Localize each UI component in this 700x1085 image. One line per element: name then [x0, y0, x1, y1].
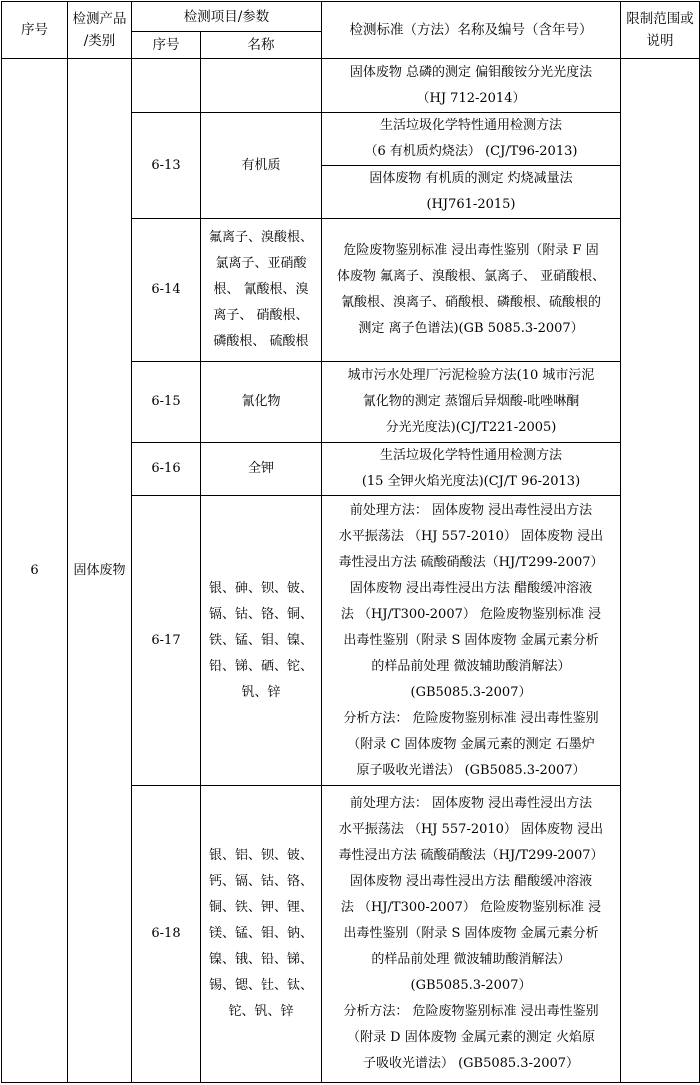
row-name — [201, 59, 322, 113]
header-limit-line1: 限制范围或 — [626, 11, 694, 28]
header-sub-name: 名称 — [201, 32, 322, 59]
header-product — [68, 2, 132, 59]
row-sub-seq — [132, 59, 201, 113]
row-sub-seq: 6-13 — [132, 113, 201, 219]
header-seq: 序号 — [2, 2, 68, 59]
row-sub-seq: 6-15 — [132, 361, 201, 442]
row-name: 有机质 — [201, 113, 322, 219]
row-name: 全钾 — [201, 442, 322, 495]
row-standard: 危险废物鉴别标准 浸出毒性鉴别（附录 F 固 体废物 氟离子、溴酸根、氯离子、 亚硝酸根、 氰酸根、溴离子、硝酸根、磷酸根、硫酸根的 测定 离子色谱法)(GB 5085.3-2007） — [322, 219, 621, 361]
row-name: 氰化物 — [201, 361, 322, 442]
header-sub-seq: 序号 — [132, 32, 201, 59]
header-limit-line2: 说明 — [646, 33, 674, 50]
row-standard: 固体废物 有机质的测定 灼烧减量法 (HJ761-2015) — [322, 166, 621, 219]
row-limit — [621, 59, 700, 1083]
row-standard: 固体废物 总磷的测定 偏钼酸铵分光光度法 （HJ 712-2014） — [322, 59, 621, 113]
row-sub-seq: 6-18 — [132, 786, 201, 1083]
group-product: 固体废物 — [68, 59, 132, 1083]
row-name: 氟离子、溴酸根、 氯离子、亚硝酸 根、 氰酸根、溴 离子、 硝酸根、 磷酸根、 硫酸根 — [201, 219, 322, 361]
header-product-line1: 检测产品 — [72, 11, 127, 28]
row-standard: 前处理方法： 固体废物 浸出毒性浸出方法 水平振荡法 （HJ 557-2010） 固体废物 浸出 毒性浸出方法 硫酸硝酸法（HJ/T299-2007） 固体废物 浸出毒性浸出方法 醋酸缓冲溶液 法 （HJ/T300-2007） 危险废物鉴别标准 浸 出毒性鉴别（附录 S 固体废物 金属元素分析 的样品前处理 微波辅助酸消解法） (GB5085.3-2007） 分析方法： 危险废物鉴别标准 浸出毒性鉴别 （附录 D 固体废物 金属元素的测定 火焰原 子吸收光谱法） (GB5085.3-2007） — [322, 786, 621, 1083]
header-product-line2: /类别 — [83, 33, 116, 50]
row-sub-seq: 6-14 — [132, 219, 201, 361]
header-standard: 检测标准（方法）名称及编号（含年号） — [322, 2, 621, 59]
row-standard: 城市污水处理厂污泥检验方法(10 城市污泥 氰化物的测定 蒸馏后异烟酸-吡唑啉酮 分光光度法)(CJ/T221-2005) — [322, 361, 621, 442]
row-standard: 生活垃圾化学特性通用检测方法 (15 全钾火焰光度法)(CJ/T 96-2013) — [322, 442, 621, 495]
header-item-params: 检测项目/参数 — [132, 2, 322, 32]
row-name: 银、铝、钡、铍、 钙、镉、钴、铬、 铜、铁、钾、锂、 镁、锰、钼、钠、 镍、锇、铅、锑、 锡、锶、钍、钛、 铊、钒、锌 — [201, 786, 322, 1083]
header-limit — [621, 2, 700, 59]
inspection-scope-table — [1, 1, 700, 1083]
row-standard: 生活垃圾化学特性通用检测方法 （6 有机质灼烧法） (CJ/T96-2013) — [322, 113, 621, 166]
row-sub-seq: 6-17 — [132, 495, 201, 786]
table-row — [2, 59, 700, 113]
row-name: 银、砷、钡、铍、 镉、钴、铬、铜、 铁、锰、钼、镍、 铅、锑、硒、铊、 钒、锌 — [201, 495, 322, 786]
row-sub-seq: 6-16 — [132, 442, 201, 495]
row-standard: 前处理方法： 固体废物 浸出毒性浸出方法 水平振荡法 （HJ 557-2010） 固体废物 浸出 毒性浸出方法 硫酸硝酸法（HJ/T299-2007） 固体废物 浸出毒性浸出方法 醋酸缓冲溶液 法 （HJ/T300-2007） 危险废物鉴别标准 浸 出毒性鉴别（附录 S 固体废物 金属元素分析 的样品前处理 微波辅助酸消解法） (GB5085.3-2007） 分析方法： 危险废物鉴别标准 浸出毒性鉴别 （附录 C 固体废物 金属元素的测定 石墨炉 原子吸收光谱法） (GB5085.3-2007） — [322, 495, 621, 786]
group-seq: 6 — [2, 59, 68, 1083]
